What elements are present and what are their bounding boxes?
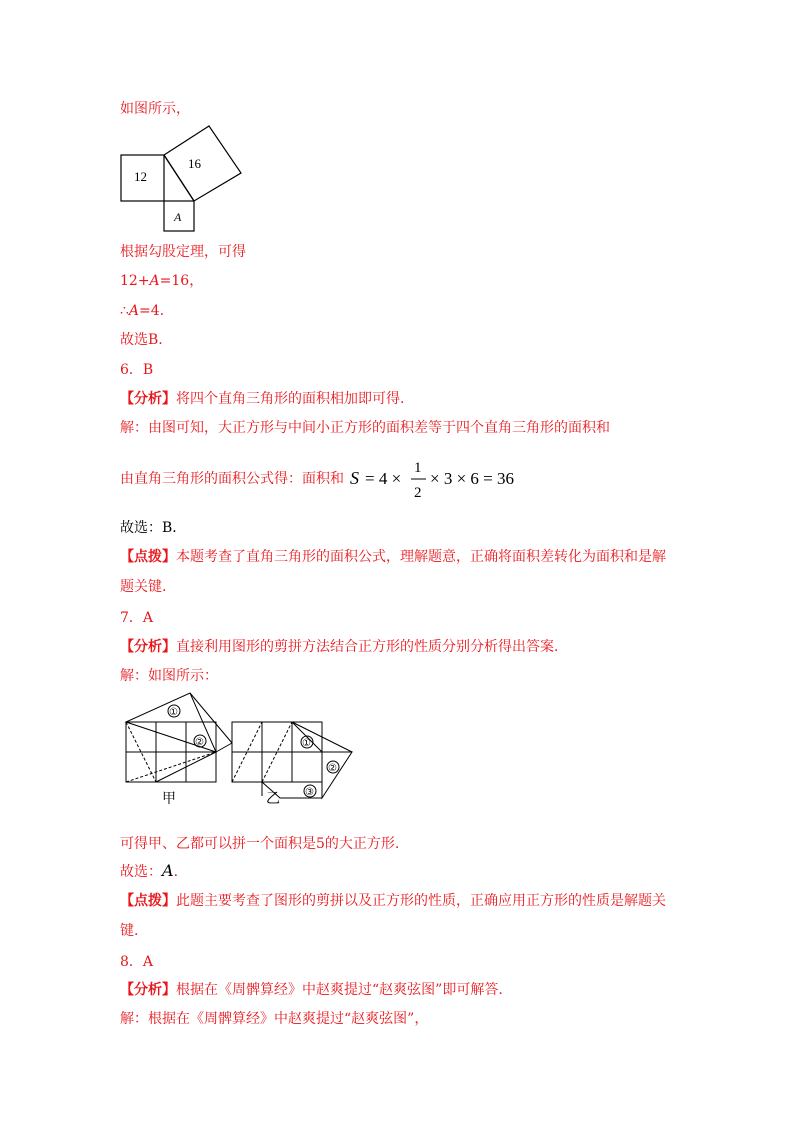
solution-line: 解：如图所示： xyxy=(120,668,218,684)
circle-label-1b: ① xyxy=(302,738,311,749)
tip-line: 【点拨】本题考查了直角三角形的面积公式，理解题意，正确将面积差转化为面积和是解 xyxy=(120,549,666,565)
circle-label-3: ③ xyxy=(305,787,314,798)
formula-eq: = 4 × xyxy=(365,469,402,488)
tip-line: 【点拨】此题主要考查了图形的剪拼以及正方形的性质，正确应用正方形的性质是解题关 xyxy=(120,893,666,909)
choice-line: 故选：B． xyxy=(120,520,187,536)
choice-line: 故选：A. xyxy=(120,861,179,880)
area-label-16: 16 xyxy=(188,156,201,171)
solution-line: 解：由图可知，大正方形与中间小正方形的面积差等于四个直角三角形的面积和 xyxy=(120,420,610,436)
analysis-line: 【分析】直接利用图形的剪拼方法结合正方形的性质分别分析得出答案. xyxy=(120,639,559,655)
area-formula xyxy=(348,455,518,507)
question-number: 7．A xyxy=(120,610,154,626)
dissection-figure xyxy=(120,690,360,810)
label-jia: 甲 xyxy=(162,792,176,807)
formula-s: S xyxy=(350,468,359,488)
area-label-12: 12 xyxy=(134,169,147,184)
tip-line: 键. xyxy=(120,923,139,939)
text-line: 故选B. xyxy=(120,332,163,348)
area-label-a: A xyxy=(174,210,182,224)
text-line: 根据勾股定理，可得 xyxy=(120,244,246,260)
circle-label-2: ② xyxy=(195,737,204,748)
pythagoras-figure xyxy=(118,122,248,232)
analysis-line: 【分析】将四个直角三角形的面积相加即可得. xyxy=(120,391,405,407)
question-number: 8．A xyxy=(120,954,154,970)
text-line: 如图所示， xyxy=(120,101,190,117)
text-line: ∴A=4. xyxy=(120,303,165,319)
text-line: 12+A=16， xyxy=(120,273,204,289)
label-yi: 乙 xyxy=(266,792,280,807)
formula-den: 2 xyxy=(414,485,422,501)
conclusion-line: 可得甲、乙都可以拼一个面积是5的大正方形. xyxy=(120,836,400,852)
formula-rest: × 3 × 6 = 36 xyxy=(430,469,515,488)
tip-line: 题关键. xyxy=(120,579,167,595)
text-line: 由直角三角形的面积公式得：面积和 xyxy=(120,471,344,487)
question-number: 6．B xyxy=(120,362,154,378)
formula-num: 1 xyxy=(414,460,422,476)
analysis-line: 【分析】根据在《周髀算经》中赵爽提过“赵爽弦图”即可解答. xyxy=(120,982,503,998)
solution-line: 解：根据在《周髀算经》中赵爽提过“赵爽弦图”， xyxy=(120,1011,429,1027)
circle-label-1: ① xyxy=(169,707,178,718)
circle-label-2b: ② xyxy=(328,763,337,774)
